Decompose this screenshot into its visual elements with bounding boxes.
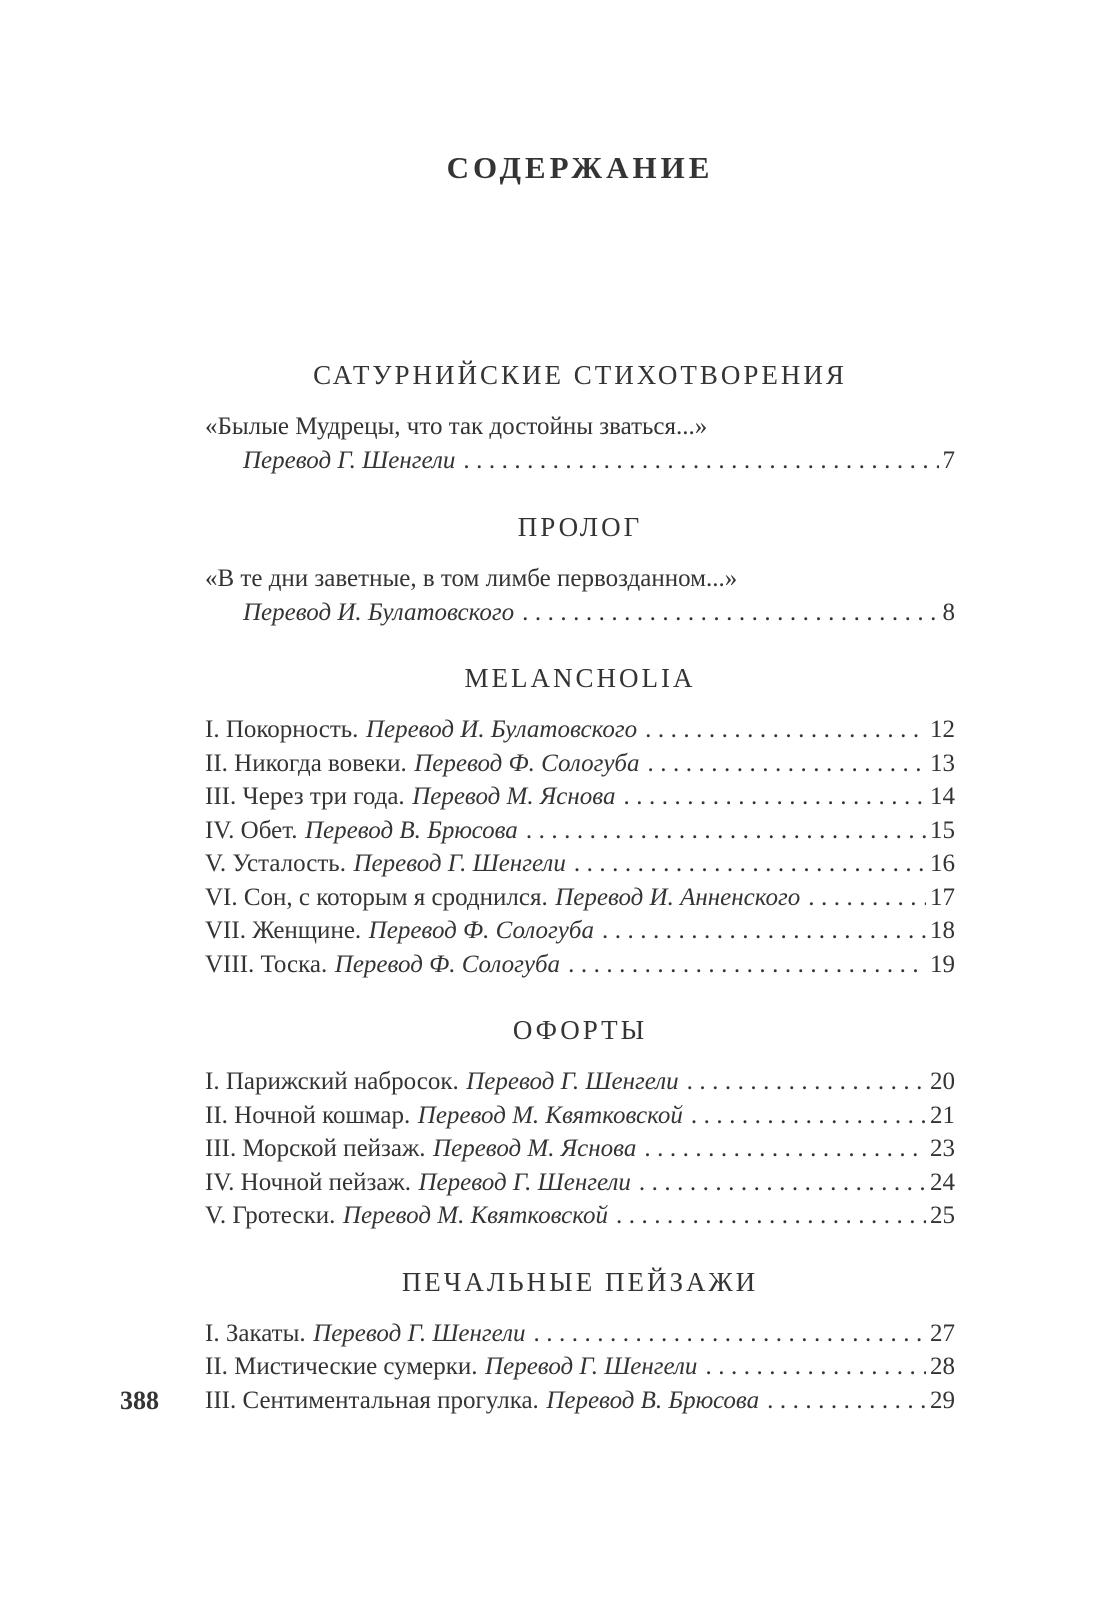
entry-page-number: 21 (930, 1101, 955, 1129)
entry-subline (205, 444, 955, 478)
entry-page-number: 24 (930, 1168, 955, 1196)
translator: Перевод Г. Шенгели (466, 1068, 679, 1095)
translator: Перевод И. Булатовского (365, 716, 638, 743)
translator: Перевод Г. Шенгели (353, 850, 566, 877)
section-melancholia (205, 661, 955, 981)
section-heading: MELANCHOLIA (464, 663, 696, 693)
dot-leader (522, 596, 938, 630)
poem-title: «Былые Мудрецы, что так достойны зваться...» (205, 413, 708, 440)
toc-entry (205, 847, 955, 881)
poem-title: I. Парижский набросок. (205, 1068, 459, 1095)
translator: Перевод Г. Шенгели (313, 1319, 526, 1347)
entry-page-number: 7 (942, 447, 955, 474)
section-saturnian-poems (205, 358, 955, 478)
translator: Перевод Ф. Сологуба (414, 749, 640, 777)
table-of-contents (120, 0, 955, 1417)
toc-entry (205, 814, 955, 848)
translator: Перевод Г. Шенгели (485, 1353, 698, 1380)
entry-page-number: 16 (930, 850, 955, 877)
poem-title: VIII. Тоска. (205, 950, 328, 978)
toc-entry (205, 1166, 955, 1200)
entry-page-number: 23 (930, 1135, 955, 1162)
dot-leader (623, 780, 926, 814)
dot-leader (574, 847, 926, 881)
dot-leader (687, 1065, 926, 1099)
translator: Перевод И. Анненского (555, 883, 801, 911)
page-title: СОДЕРЖАНИЕ (446, 150, 714, 185)
dot-leader (639, 1166, 926, 1200)
poem-title: II. Ночной кошмар. (205, 1101, 411, 1129)
section-sad-landscapes (120, 1265, 955, 1418)
toc-entry (205, 562, 955, 630)
translator: Перевод М. Квятковской (417, 1101, 683, 1129)
entry-page-number: 25 (930, 1202, 955, 1229)
toc-entry (205, 881, 955, 915)
dot-leader (648, 747, 927, 781)
entry-subline (205, 596, 955, 630)
dot-leader (526, 814, 926, 848)
poem-title: VII. Женщине. (205, 917, 362, 944)
dot-leader (644, 1132, 926, 1166)
toc-entry (205, 780, 955, 814)
poem-title: IV. Ночной пейзаж. (205, 1168, 411, 1196)
translator: Перевод И. Булатовского (243, 598, 515, 626)
translator: Перевод В. Брюсова (305, 816, 518, 844)
toc-entry (205, 410, 955, 478)
entry-page-number: 20 (930, 1068, 955, 1095)
entry-page-number: 15 (930, 816, 955, 844)
translator: Перевод Ф. Сологуба (368, 917, 594, 944)
page-number: 388 (120, 1385, 159, 1415)
section-prologue (205, 510, 955, 630)
poem-title: «В те дни заветные, в том лимбе первозданном...» (205, 564, 738, 592)
translator: Перевод Г. Шенгели (243, 447, 456, 474)
dot-leader (808, 881, 926, 915)
toc-entry (205, 914, 955, 948)
entry-page-number: 14 (930, 783, 955, 810)
section-heading: ОФОРТЫ (512, 1015, 648, 1045)
dot-leader (767, 1384, 926, 1418)
section-heading: САТУРНИЙСКИЕ СТИХОТВОРЕНИЯ (313, 360, 847, 390)
poem-title: V. Усталость. (205, 850, 346, 877)
dot-leader (705, 1350, 926, 1384)
dot-leader (616, 1199, 926, 1233)
entry-page-number: 13 (930, 749, 955, 777)
poem-title: VI. Сон, с которым я сроднился. (205, 883, 548, 911)
entry-page-number: 28 (930, 1353, 955, 1380)
translator: Перевод М. Яснова (433, 1135, 637, 1162)
toc-entry (205, 1132, 955, 1166)
entry-page-number: 8 (942, 598, 955, 626)
entry-page-number: 18 (930, 917, 955, 944)
poem-title: III. Морской пейзаж. (205, 1135, 426, 1162)
section-heading: ПРОЛОГ (517, 511, 643, 542)
translator: Перевод М. Квятковской (342, 1202, 608, 1229)
dot-leader (602, 914, 926, 948)
poem-title: I. Закаты. (205, 1319, 306, 1347)
toc-entry (205, 1065, 955, 1099)
toc-entry (205, 1317, 955, 1351)
toc-entry (205, 1350, 955, 1384)
section-heading: ПЕЧАЛЬНЫЕ ПЕЙЗАЖИ (401, 1266, 759, 1297)
toc-entry (205, 713, 955, 747)
poem-title: III. Сентиментальная прогулка. (205, 1386, 539, 1414)
entry-page-number: 27 (930, 1319, 955, 1347)
toc-entry (205, 747, 955, 781)
toc-entry (205, 948, 955, 982)
entry-page-number: 17 (930, 883, 955, 911)
poem-title: II. Никогда вовеки. (205, 749, 407, 777)
poem-title: V. Гротески. (205, 1202, 336, 1229)
translator: Перевод Ф. Сологуба (334, 950, 561, 978)
entry-page-number: 12 (930, 716, 955, 743)
poem-title: IV. Обет. (205, 816, 298, 844)
poem-title: I. Покорность. (205, 716, 359, 743)
dot-leader (463, 444, 938, 478)
toc-entry (205, 1199, 955, 1233)
translator: Перевод В. Брюсова (546, 1386, 760, 1414)
translator: Перевод М. Яснова (412, 783, 616, 810)
dot-leader (645, 713, 926, 747)
entry-page-number: 19 (930, 950, 955, 978)
dot-leader (568, 948, 926, 982)
dot-leader (534, 1317, 926, 1351)
toc-entry (205, 1099, 955, 1133)
poem-title: II. Мистические сумерки. (205, 1353, 478, 1380)
section-etchings (205, 1013, 955, 1233)
entry-page-number: 29 (930, 1386, 955, 1414)
translator: Перевод Г. Шенгели (418, 1168, 631, 1196)
poem-title: III. Через три года. (205, 783, 405, 810)
dot-leader (691, 1099, 926, 1133)
toc-entry (120, 1384, 955, 1418)
